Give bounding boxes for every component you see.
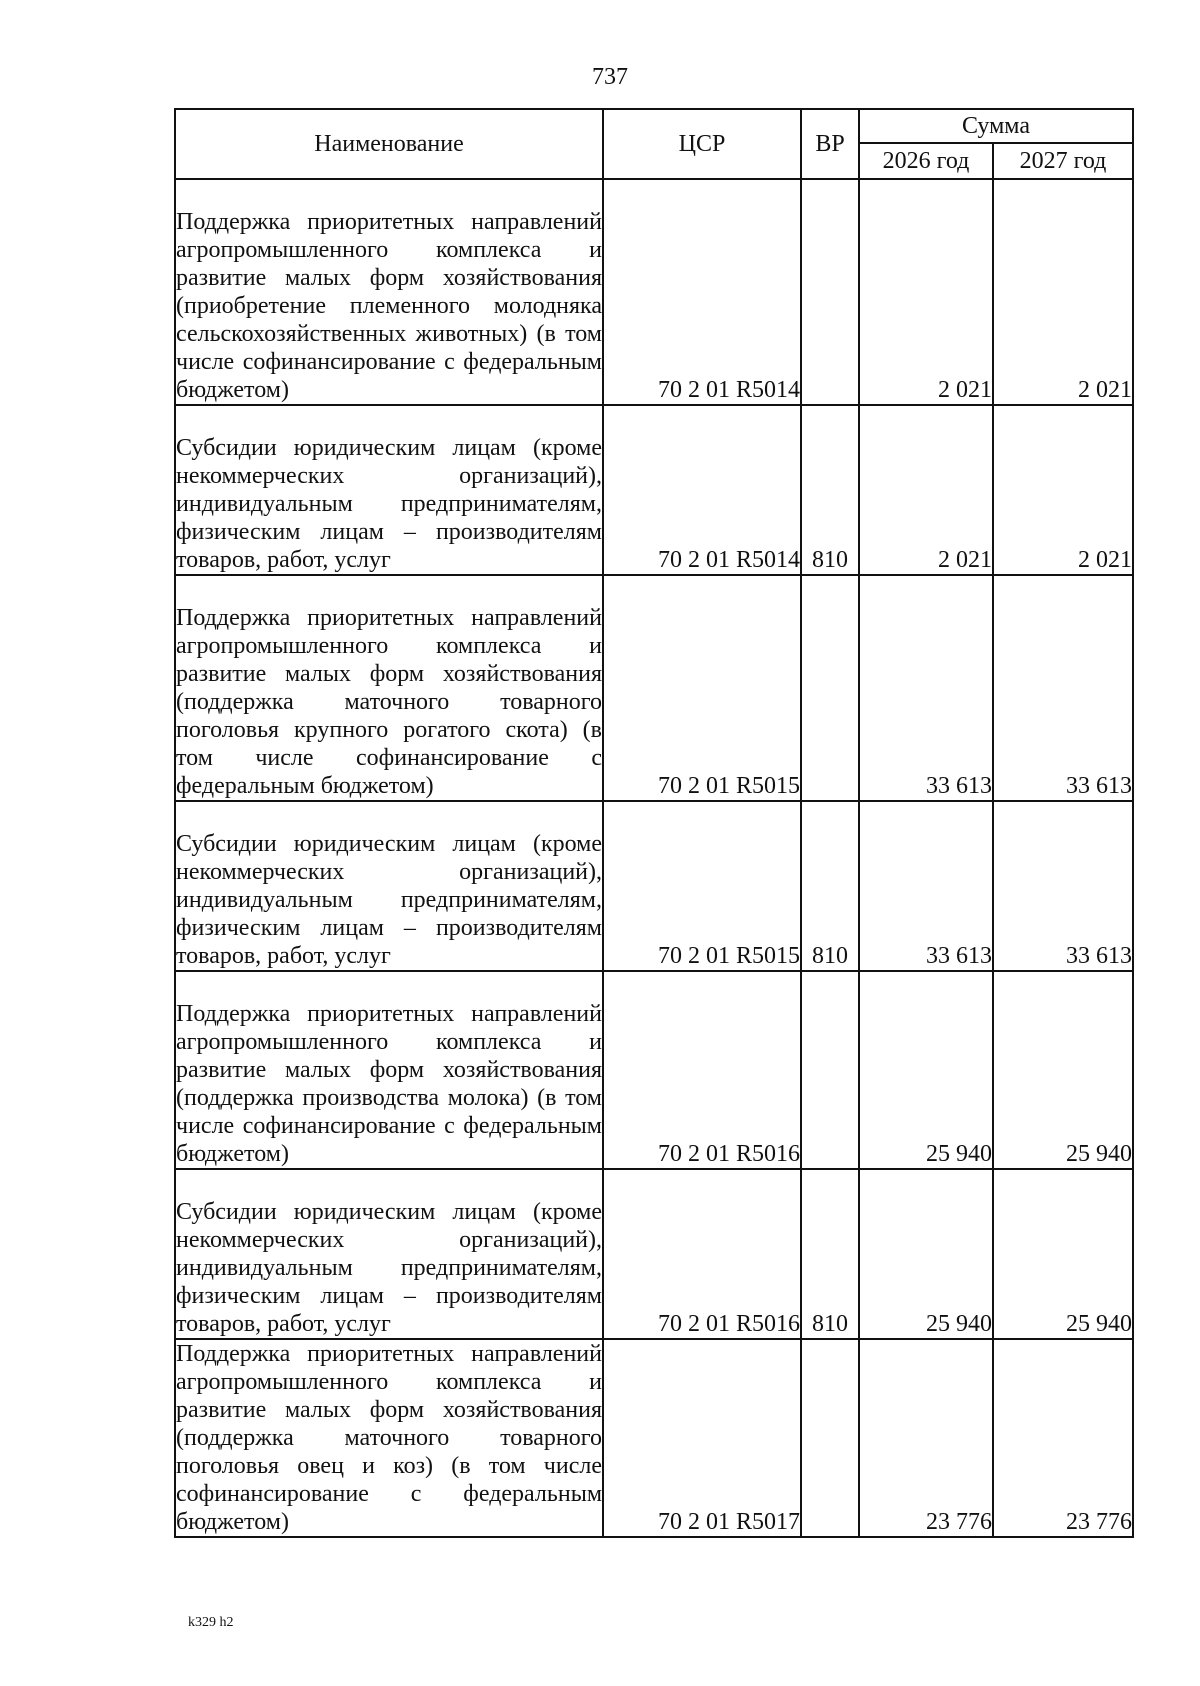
row-amount-2027: 23 776 xyxy=(993,1339,1133,1537)
header-csr: ЦСР xyxy=(603,109,801,179)
header-name: Наименование xyxy=(175,109,603,179)
header-year-2027: 2027 год xyxy=(993,143,1133,179)
row-amount-2026: 33 613 xyxy=(859,801,993,971)
row-vr xyxy=(801,575,859,801)
row-amount-2026: 33 613 xyxy=(859,575,993,801)
row-csr: 70 2 01 R5017 xyxy=(603,1339,801,1537)
row-vr xyxy=(801,1339,859,1537)
row-vr xyxy=(801,971,859,1169)
row-vr: 810 xyxy=(801,405,859,575)
row-amount-2027: 2 021 xyxy=(993,179,1133,405)
row-csr: 70 2 01 R5014 xyxy=(603,179,801,405)
row-amount-2026: 23 776 xyxy=(859,1339,993,1537)
row-amount-2026: 2 021 xyxy=(859,179,993,405)
row-amount-2027: 25 940 xyxy=(993,971,1133,1169)
table-row xyxy=(175,405,1133,575)
row-vr xyxy=(801,179,859,405)
table-row xyxy=(175,1339,1133,1537)
table-row xyxy=(175,801,1133,971)
row-name: Субсидии юридическим лицам (кроме некоммерческих организаций), индивидуальным предпринимателям, физическим лицам – производителям товаров, работ, услуг xyxy=(175,1169,603,1339)
row-name: Поддержка приоритетных направлений агропромышленного комплекса и развитие малых форм хозяйствования (поддержка маточного товарного поголовья овец и коз) (в том числе софинансирование с федеральным бюджетом) xyxy=(176,1341,602,1535)
table-row xyxy=(175,1169,1133,1339)
table-row xyxy=(175,575,1133,801)
row-csr: 70 2 01 R5015 xyxy=(603,801,801,971)
row-amount-2026: 25 940 xyxy=(859,1169,993,1339)
row-amount-2026: 25 940 xyxy=(859,971,993,1169)
row-amount-2026: 2 021 xyxy=(859,405,993,575)
row-csr: 70 2 01 R5016 xyxy=(603,1169,801,1339)
row-amount-2027: 25 940 xyxy=(993,1169,1133,1339)
row-vr: 810 xyxy=(801,1169,859,1339)
row-name: Поддержка приоритетных направлений агропромышленного комплекса и развитие малых форм хозяйствования (поддержка производства молока) (в том числе софинансирование с федеральным бюджетом) xyxy=(175,971,603,1169)
row-name: Поддержка приоритетных направлений агропромышленного комплекса и развитие малых форм хозяйствования (поддержка маточного товарного поголовья крупного рогатого скота) (в том числе софинансирование с федеральным бюджетом) xyxy=(175,575,603,801)
table-header xyxy=(175,109,1133,179)
budget-table xyxy=(174,108,1134,1538)
header-sum: Сумма xyxy=(859,109,1133,143)
footer-code: k329 h2 xyxy=(188,1615,234,1630)
row-name: Субсидии юридическим лицам (кроме некоммерческих организаций), индивидуальным предпринимателям, физическим лицам – производителям товаров, работ, услуг xyxy=(175,405,603,575)
page-number: 737 xyxy=(592,64,628,90)
row-csr: 70 2 01 R5014 xyxy=(603,405,801,575)
row-name: Поддержка приоритетных направлений агропромышленного комплекса и развитие малых форм хозяйствования (приобретение племенного молодняка сельскохозяйственных животных) (в том числе софинансирование с федеральным бюджетом) xyxy=(175,179,603,405)
header-year-2026: 2026 год xyxy=(859,143,993,179)
header-vr: ВР xyxy=(801,109,859,179)
row-name: Субсидии юридическим лицам (кроме некоммерческих организаций), индивидуальным предпринимателям, физическим лицам – производителям товаров, работ, услуг xyxy=(175,801,603,971)
row-csr: 70 2 01 R5016 xyxy=(603,971,801,1169)
row-amount-2027: 33 613 xyxy=(993,801,1133,971)
row-amount-2027: 2 021 xyxy=(993,405,1133,575)
row-csr: 70 2 01 R5015 xyxy=(603,575,801,801)
row-amount-2027: 33 613 xyxy=(993,575,1133,801)
table-row xyxy=(175,971,1133,1169)
row-vr: 810 xyxy=(801,801,859,971)
table-row xyxy=(175,179,1133,405)
